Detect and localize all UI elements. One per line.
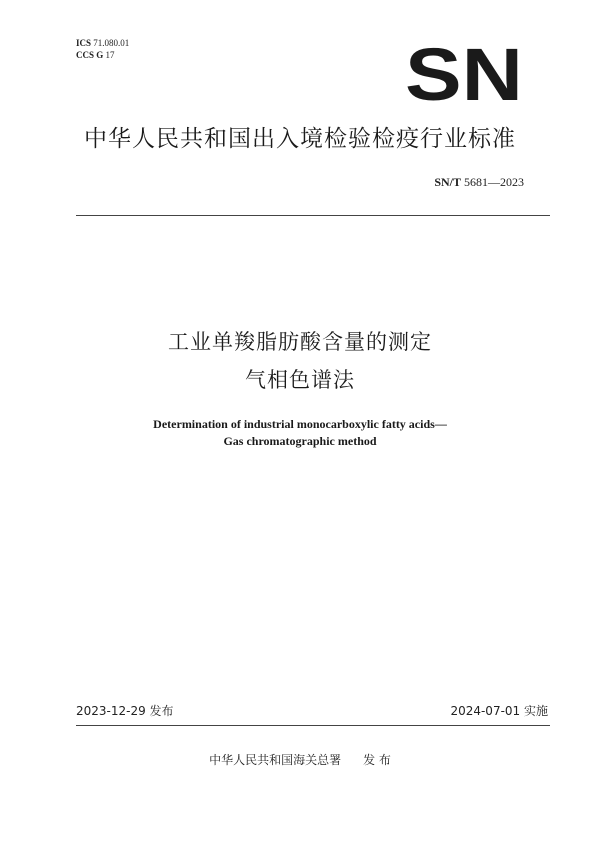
english-title-line-2: Gas chromatographic method: [223, 434, 377, 448]
chinese-title-line-2: 气相色谱法: [245, 368, 355, 392]
standard-number-prefix: SN/T: [434, 175, 461, 189]
ccs-code: [76, 49, 129, 61]
ics-value: 71.080.01: [93, 38, 130, 48]
header-divider: [76, 215, 550, 216]
ics-code: [76, 37, 129, 49]
sn-logo: [404, 44, 524, 104]
issue-date: 2023-12-29 发布: [76, 704, 174, 718]
english-title-line-1: Determination of industrial monocarboxylic fatty acids—: [153, 417, 447, 431]
ccs-label: CCS G: [76, 50, 104, 60]
publish-word: 发 布: [363, 753, 391, 767]
organization-title: 中华人民共和国出入境检验检疫行业标准: [84, 126, 516, 152]
ics-label: ICS: [76, 38, 92, 48]
publisher-line: [0, 751, 600, 768]
classification-codes: [76, 37, 129, 61]
implementation-date: 2024-07-01 实施: [450, 704, 548, 718]
standard-number-value: 5681—2023: [464, 175, 524, 189]
footer-divider: [76, 725, 550, 726]
logo-lettering: SN: [405, 44, 523, 104]
publisher-name: 中华人民共和国海关总署: [209, 753, 342, 767]
ccs-value: 17: [105, 50, 115, 60]
chinese-title-line-1: 工业单羧脂肪酸含量的测定: [168, 330, 432, 354]
standard-number: [434, 175, 524, 190]
